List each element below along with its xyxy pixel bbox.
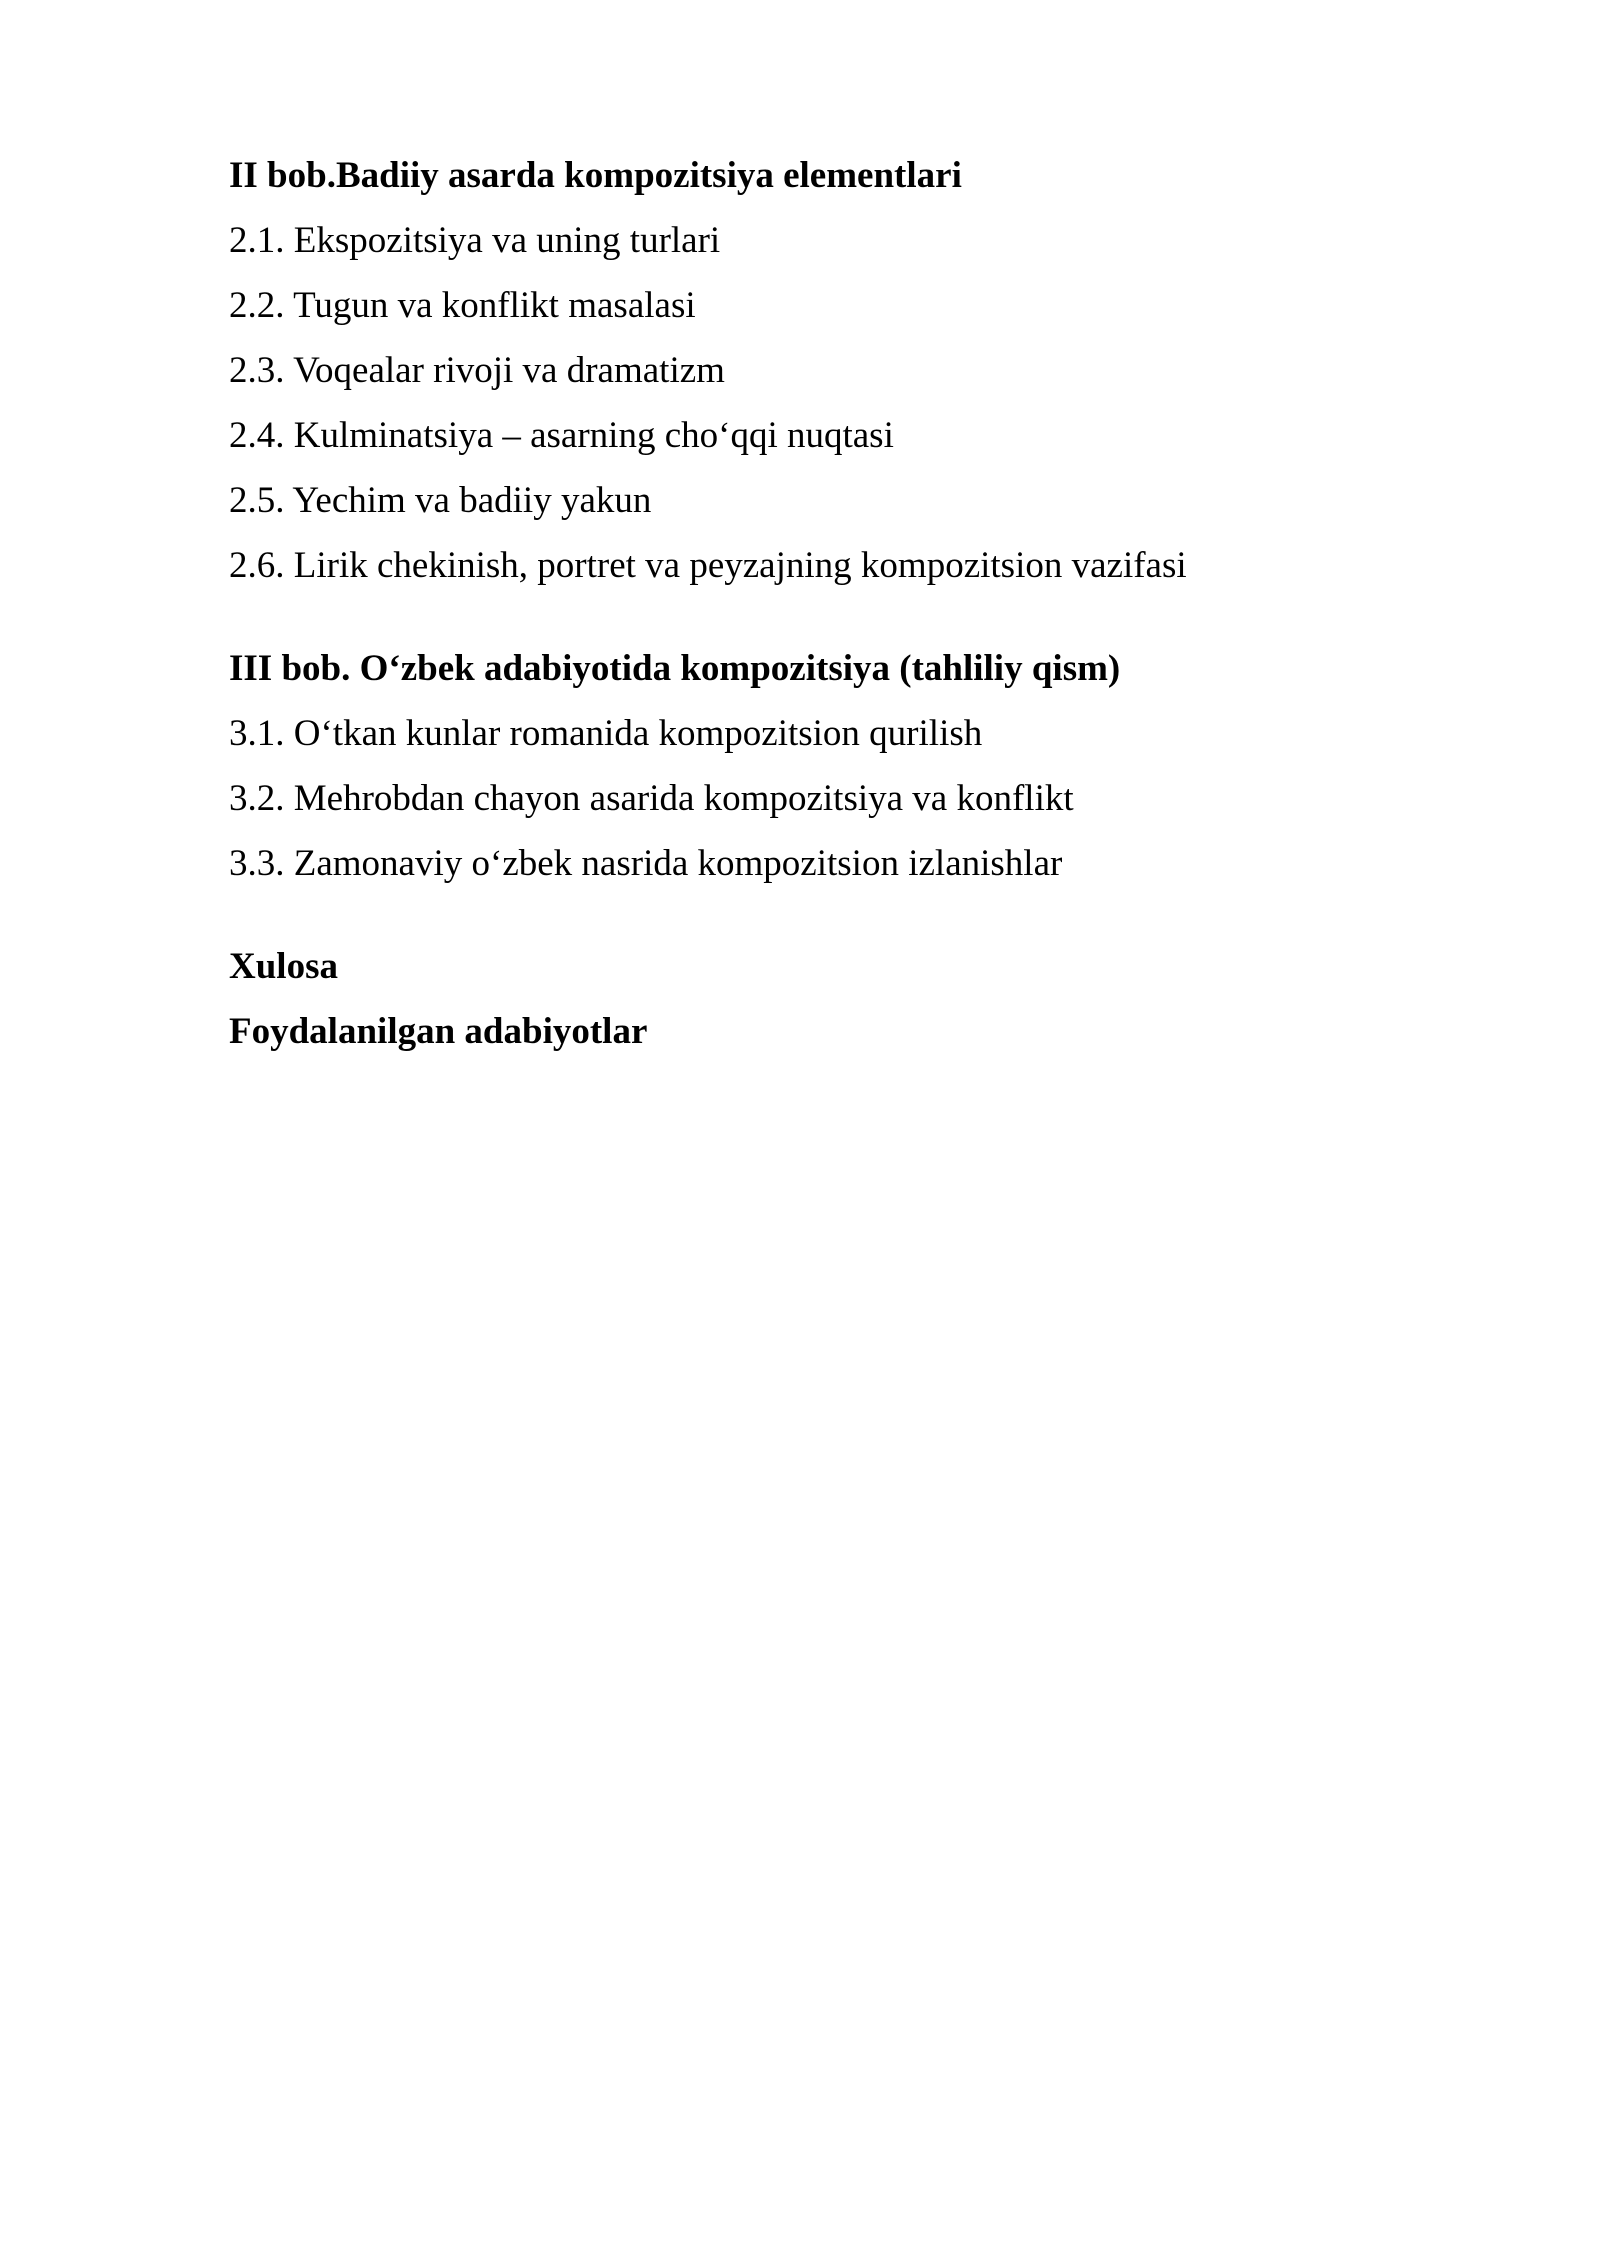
chapter-2-heading: II bob.Badiiy asarda kompozitsiya elementlari [229, 155, 962, 196]
toc-item-2-6: 2.6. Lirik chekinish, portret va peyzajning kompozitsion vazifasi [229, 545, 1187, 586]
toc-item-3-1: 3.1. O‘tkan kunlar romanida kompozitsion qurilish [229, 713, 983, 754]
toc-item-2-1: 2.1. Ekspozitsiya va uning turlari [229, 220, 721, 261]
toc-item-2-4: 2.4. Kulminatsiya – asarning cho‘qqi nuqtasi [229, 415, 894, 456]
toc-item-3-2: 3.2. Mehrobdan chayon asarida kompozitsiya va konflikt [229, 778, 1074, 819]
chapter-3-heading: III bob. O‘zbek adabiyotida kompozitsiya (tahliliy qism) [229, 648, 1121, 689]
toc-item-2-3: 2.3. Voqealar rivoji va dramatizm [229, 350, 725, 391]
conclusion-heading: Xulosa [229, 946, 338, 987]
references-heading: Foydalanilgan adabiyotlar [229, 1011, 648, 1052]
toc-item-2-5: 2.5. Yechim va badiiy yakun [229, 480, 652, 521]
toc-item-3-3: 3.3. Zamonaviy o‘zbek nasrida kompozitsion izlanishlar [229, 843, 1063, 884]
toc-item-2-2: 2.2. Tugun va konflikt masalasi [229, 285, 696, 326]
